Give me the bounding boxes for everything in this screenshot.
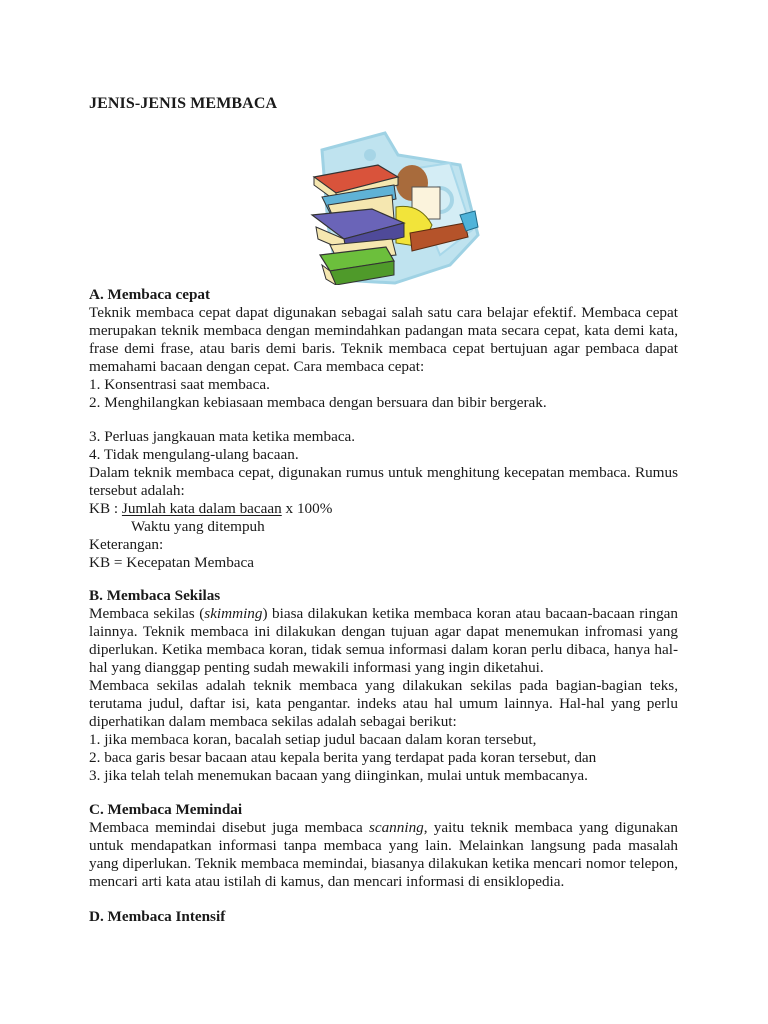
section-c [89,801,678,891]
formula-numerator: Jumlah kata dalam bacaan [121,500,282,517]
text-run: Membaca sekilas ( [89,605,205,622]
list-item: 1. jika membaca koran, bacalah setiap judul bacaan dalam koran tersebut, [89,731,537,748]
formula-suffix: x 100% [281,500,333,517]
section-heading: A. Membaca cepat [89,286,211,303]
section-paragraph [89,605,678,677]
legend-label: Keterangan: [89,536,164,553]
section-a [89,286,678,412]
list-item: 4. Tidak mengulang-ulang bacaan. [89,446,299,463]
section-paragraph [89,819,678,891]
document-title: JENIS-JENIS MEMBACA [89,95,278,112]
formula-denominator: Waktu yang ditempuh [131,518,265,535]
list-item: 2. baca garis besar bacaan atau kepala berita yang terdapat pada koran tersebut, dan [89,749,597,766]
reading-child-illustration [300,115,485,285]
books-illustration-icon [300,115,485,285]
italic-term: skimming [204,605,263,622]
legend-item: KB = Kecepatan Membaca [89,554,255,571]
list-item: 2. Menghilangkan kebiasaan membaca dengan bersuara dan bibir bergerak. [89,394,547,411]
section-heading: C. Membaca Memindai [89,801,243,818]
list-item: 3. jika telah telah menemukan bacaan yang diinginkan, mulai untuk membacanya. [89,767,588,784]
section-paragraph: Teknik membaca cepat dapat digunakan sebagai salah satu cara belajar efektif. Membaca cepat merupakan teknik membaca dengan memindahkan padangan mata secara cepat, kata demi kata, frase demi frase, atau baris demi baris. Teknik membaca cepat bertujuan agar pembaca dapat memahami bacaan dengan cepat. Cara membaca cepat: [89,304,678,375]
section-paragraph: Membaca sekilas adalah teknik membaca yang dilakukan sekilas pada bagian-bagian teks, terutama judul, daftar isi, kata pengantar. indeks atau hal umum lainnya. Hal-hal yang perlu diperhatikan dalam membaca sekilas adalah sebagai berikut: [89,677,678,730]
section-a-continued [89,428,678,572]
list-item: 1. Konsentrasi saat membaca. [89,376,270,393]
text-run: , yaitu teknik membaca yang digunakan untuk mendapatkan informasi tanpa membaca yang lain. Melainkan langsung pada masalah yang diperlukan. Teknik membaca memindai, biasanya dilakukan ketika mencari nomor telepon, mencari arti kata atau istilah di kamus, dan mencari informasi di ensiklopedia. [89,819,678,890]
text-run: Membaca memindai disebut juga membaca [89,819,369,836]
formula-intro: Dalam teknik membaca cepat, digunakan rumus untuk menghitung kecepatan membaca. Rumus tersebut adalah: [89,464,678,499]
section-heading: D. Membaca Intensif [89,908,226,925]
text-run: ) biasa dilakukan ketika membaca koran atau bacaan-bacaan ringan lainnya. Teknik membaca ini dilakukan dengan tujuan agar dapat menemukan infromasi yang diperlukan. Ketika membaca koran, tidak semua informasi dalam koran perlu dibaca, hanya hal-hal yang dianggap penting sudah mewakili informasi yang ingin diketahui. [89,605,678,676]
formula-prefix: KB : [89,500,122,517]
list-item: 3. Perluas jangkauan mata ketika membaca. [89,428,356,445]
formula-line [89,500,678,518]
section-d [89,908,678,926]
section-b [89,587,678,785]
italic-term: scanning [368,819,424,836]
section-heading: B. Membaca Sekilas [89,587,221,604]
